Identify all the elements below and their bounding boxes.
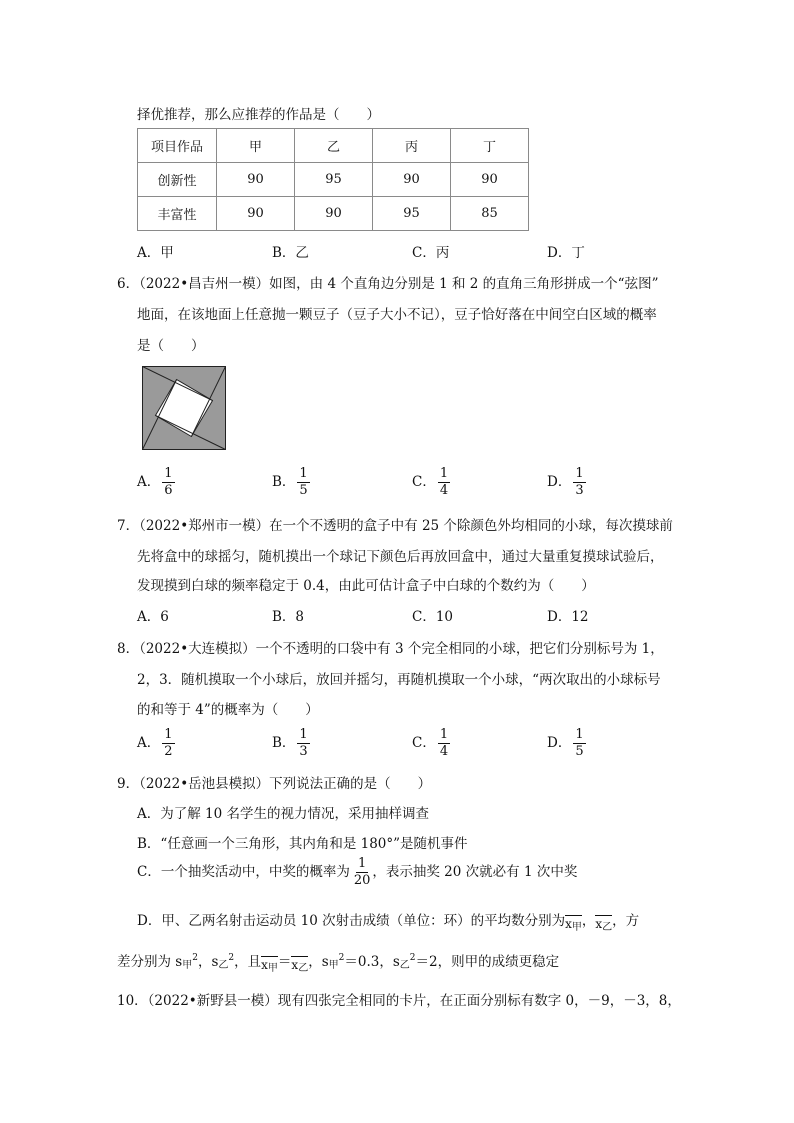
subscript: 乙 (298, 963, 309, 974)
option-text: ， (581, 913, 596, 929)
q8-line-1: 8．（2022•大连模拟）一个不透明的口袋中有 3 个完全相同的小球，把它们分别标号为 1， (117, 641, 664, 657)
table-cell: 丙 (373, 129, 451, 163)
subscript: 甲 (267, 963, 278, 974)
denominator: 5 (575, 744, 584, 759)
option-text: ，且 (234, 954, 262, 970)
table-cell: 乙 (295, 129, 373, 163)
table-cell: 丁 (451, 129, 529, 163)
table-cell: 丰富性 (138, 197, 217, 231)
option-label: B． (272, 735, 296, 751)
superscript: 2 (338, 953, 345, 963)
subscript: 甲 (182, 960, 193, 971)
fraction (438, 727, 450, 760)
subscript: 乙 (218, 960, 229, 971)
numerator: 1 (299, 727, 308, 742)
fraction (352, 856, 373, 889)
denominator: 3 (575, 483, 584, 498)
table-cell: 创新性 (138, 163, 217, 197)
subscript: 甲 (328, 960, 339, 971)
subscript: 甲 (571, 922, 582, 933)
subscript: 乙 (602, 922, 613, 933)
q7-line-2: 先将盒中的球摇匀，随机摸出一个球记下颜色后再放回盒中，通过大量重复摸球试验后， (137, 549, 664, 565)
table-header-row (138, 129, 529, 163)
x-symbol: x (565, 917, 572, 931)
q6-line-1: 6．（2022•昌吉州一模）如图，由 4 个直角边分别是 1 和 2 的直角三角形拼成一个“弦图” (117, 276, 659, 292)
option-label: D． (547, 474, 572, 490)
x-symbol: x (261, 958, 268, 972)
option-text: D．甲、乙两名射击运动员 10 次射击成绩（单位：环）的平均数分别为 (137, 913, 566, 929)
fraction (297, 727, 309, 760)
denominator: 5 (299, 483, 308, 498)
option-text: C．一个抽奖活动中，中奖的概率为 (137, 864, 350, 880)
mean-x-yi (291, 956, 308, 976)
xian-diagram-figure (142, 366, 226, 450)
numerator: 1 (164, 466, 173, 481)
option-text: 差分别为 s (117, 954, 183, 970)
numerator: 1 (357, 856, 367, 871)
q7-line-3: 发现摸到白球的频率稳定于 0.4，由此可估计盒子中白球的个数约为（ ） (137, 578, 595, 594)
q6-line-2: 地面，在该地面上任意抛一颗豆子（豆子大小不记），豆子恰好落在中间空白区域的概率 (137, 307, 657, 323)
q7-option-b[interactable]: B．8 (272, 609, 305, 625)
q6-line-3: 是（ ） (137, 338, 205, 354)
q5-score-table (137, 128, 529, 231)
q9-option-c[interactable] (137, 856, 577, 889)
q7-option-a[interactable]: A．6 (137, 609, 169, 625)
option-label: A． (137, 474, 161, 490)
q9-option-b[interactable]: B．“任意画一个三角形，其内角和是 180°”是随机事件 (137, 836, 468, 852)
mean-x-yi (595, 915, 612, 935)
denominator: 6 (164, 483, 173, 498)
q8-option-a[interactable] (137, 727, 175, 760)
q6-option-d[interactable] (547, 466, 586, 499)
numerator: 1 (575, 466, 584, 481)
q8-option-b[interactable] (272, 727, 310, 760)
q7-option-c[interactable]: C．10 (412, 609, 454, 625)
option-text: ，s (197, 954, 219, 970)
table-row (138, 163, 529, 197)
subscript: 乙 (399, 960, 410, 971)
q5-option-d[interactable]: D．丁 (547, 245, 585, 261)
table-cell: 90 (217, 163, 295, 197)
option-text: ＝2，则甲的成绩更稳定 (415, 954, 560, 970)
fraction (162, 466, 174, 499)
q8-line-3: 的和等于 4”的概率为（ ） (137, 702, 319, 718)
option-text: ＝0.3，s (344, 954, 400, 970)
option-text: ，表示抽奖 20 次就必有 1 次中奖 (372, 864, 578, 880)
q8-line-2: 2，3．随机摸取一个小球后，放回并摇匀，再随机摸取一个小球，“两次取出的小球标号 (137, 672, 661, 688)
q9-option-a[interactable]: A．为了解 10 名学生的视力情况，采用抽样调查 (137, 806, 430, 822)
table-cell: 项目作品 (138, 129, 217, 163)
superscript: 2 (192, 953, 198, 963)
table-cell: 90 (295, 197, 373, 231)
denominator: 3 (299, 744, 308, 759)
table-cell: 95 (373, 197, 451, 231)
numerator: 1 (439, 727, 449, 742)
option-text: ，s (308, 954, 329, 970)
q6-option-c[interactable] (412, 466, 450, 499)
x-symbol: x (595, 917, 603, 931)
option-label: C． (412, 474, 436, 490)
option-label: D． (547, 735, 572, 751)
q5-option-a[interactable]: A．甲 (137, 245, 174, 261)
option-label: B． (272, 474, 296, 490)
denominator: 20 (353, 873, 371, 888)
superscript: 2 (409, 953, 416, 963)
fraction (438, 466, 450, 499)
denominator: 4 (439, 483, 449, 498)
q5-option-c[interactable]: C．丙 (412, 245, 450, 261)
table-cell: 90 (217, 197, 295, 231)
q5-option-b[interactable]: B．乙 (272, 245, 309, 261)
numerator: 1 (299, 466, 308, 481)
fraction (573, 466, 585, 499)
mean-x-jia (261, 956, 278, 976)
table-cell: 90 (451, 163, 529, 197)
fraction (573, 727, 585, 760)
numerator: 1 (164, 727, 173, 742)
q7-line-1: 7．（2022•郑州市一模）在一个不透明的盒子中有 25 个除颜色外均相同的小球，每次摸球前 (117, 518, 673, 534)
q9-option-d-continued (117, 950, 559, 976)
q7-option-d[interactable]: D．12 (547, 609, 589, 625)
superscript: 2 (228, 953, 235, 963)
q6-option-b[interactable] (272, 466, 310, 499)
q10-line-1: 10．（2022•新野县一模）现有四张完全相同的卡片，在正面分别标有数字 0，－9，－3，8， (117, 993, 681, 1009)
denominator: 2 (164, 744, 173, 759)
option-text: ，方 (612, 913, 640, 929)
numerator: 1 (575, 727, 584, 742)
fraction (162, 727, 174, 760)
table-cell: 85 (451, 197, 529, 231)
table-row (138, 197, 529, 231)
option-text: ＝ (277, 954, 292, 970)
mean-x-jia (565, 915, 582, 935)
q8-option-d[interactable] (547, 727, 586, 760)
x-symbol: x (291, 958, 299, 972)
option-label: C． (412, 735, 436, 751)
q5-question-tail: 择优推荐，那么应推荐的作品是（ ） (137, 107, 380, 123)
numerator: 1 (439, 466, 449, 481)
q9-option-d[interactable] (137, 909, 639, 935)
denominator: 4 (439, 744, 449, 759)
table-cell: 甲 (217, 129, 295, 163)
option-label: A． (137, 735, 161, 751)
table-cell: 95 (295, 163, 373, 197)
q8-option-c[interactable] (412, 727, 450, 760)
q6-option-a[interactable] (137, 466, 175, 499)
fraction (297, 466, 309, 499)
table-cell: 90 (373, 163, 451, 197)
q9-line-1: 9．（2022•岳池县模拟）下列说法正确的是（ ） (117, 776, 432, 792)
